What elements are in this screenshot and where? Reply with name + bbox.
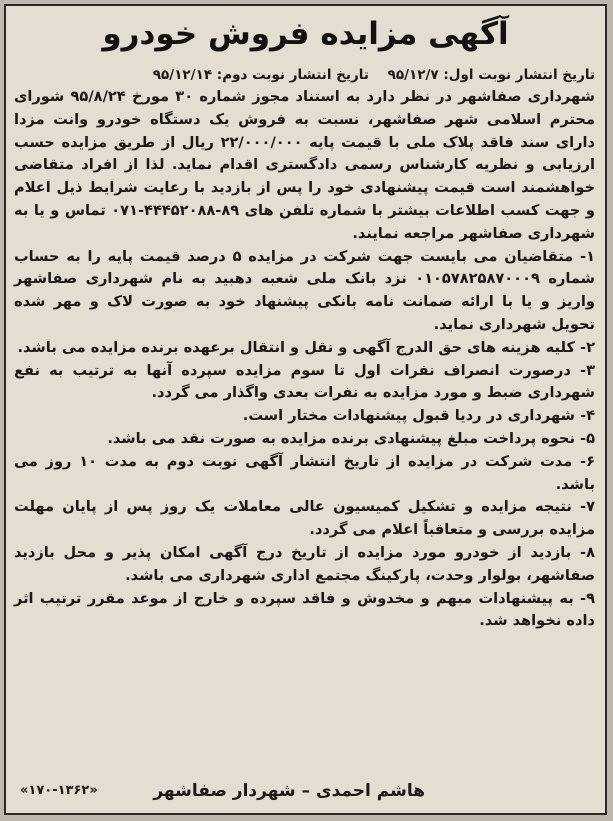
condition-6: ۶- مدت شرکت در مزایده از تاریخ انتشار آگهی نوبت دوم به مدت ۱۰ روز می باشد. [14,452,595,493]
intro-paragraph: شهرداری صفاشهر در نظر دارد به استناد مجوز شماره ۳۰ مورخ ۹۵/۸/۲۴ شورای محترم اسلامی شهر صفاشهر، نسبت به فروش یک دستگاه خودرو وانت مزدا دارای سند فاقد پلاک ملی با قیمت پایه ۲۲/۰۰۰/۰۰۰ ریال از طریق مزایده حسب ارزیابی و نظریه کارشناس رسمی دادگستری اقدام نماید. لذا از افراد متقاضی خواهشمند است قیمت پیشنهادی خود را پس از بازدید با رعایت شرایط ذیل اعلام و جهت کسب اطلاعات بیشتر با شماره تلفن های ۸۹-۴۴۴۵۲۰۸۸-۰۷۱ تماس و یا به شهرداری صفاشهر مراجعه نمایند. [14,88,595,242]
condition-8: ۸- بازدید از خودرو مورد مزایده از تاریخ درج آگهی امکان پذیر و محل بازدید صفاشهر، بولوار وحدت، پارکینگ مجتمع اداری شهرداری می باشد. [14,543,595,584]
notice-footer [16,777,595,805]
notice-body [14,86,595,633]
condition-3: ۳- درصورت انصراف نفرات اول تا سوم مزایده سپرده آنها به ترتیب به نفع شهرداری ضبط و مورد مزایده به نفرات بعدی واگذار می گردد. [14,361,595,402]
first-publish-date: تاریخ انتشار نوبت اول: ۹۵/۱۲/۷ [387,67,595,83]
signer: هاشم احمدی – شهردار صفاشهر [153,781,425,801]
condition-5: ۵- نحوه پرداخت مبلغ پیشنهادی برنده مزایده به صورت نقد می باشد. [107,429,595,447]
second-publish-date: تاریخ انتشار نوبت دوم: ۹۵/۱۲/۱۴ [152,67,369,83]
condition-9: ۹- به پیشنهادات مبهم و مخدوش و فاقد سپرده و خارج از موعد مقرر ترتیب اثر داده نخواهد شد. [14,589,595,630]
condition-1: ۱- متقاضیان می بایست جهت شرکت در مزایده ۵ درصد قیمت پایه را به حساب شماره ۰۱۰۵۷۸۲۵۸۷۰۰۰۹ نزد بانک ملی شعبه دهبید به نام شهرداری صفاشهر واریز و یا با ارائه ضمانت نامه بانکی پیشنهاد خود به صورت لاک و مهر شده تحویل شهرداری نماید. [14,247,596,333]
condition-2: ۲- کلیه هزینه های حق الدرج آگهی و نقل و انتقال برعهده برنده مزایده می باشد. [17,338,595,356]
notice-title: آگهی مزایده فروش خودرو [102,16,509,52]
condition-4: ۴- شهرداری در ردیا قبول پیشنهادات مختار است. [242,407,595,425]
condition-7: ۷- نتیجه مزایده و تشکیل کمیسیون عالی معاملات یک روز پس از پایان مهلت مزایده بررسی و متعاقباً اعلام می گردد. [14,498,595,539]
notice-code: «۱۷۰-۱۳۶۲» [20,783,98,798]
notice-page [4,4,607,815]
publish-dates [15,64,595,86]
